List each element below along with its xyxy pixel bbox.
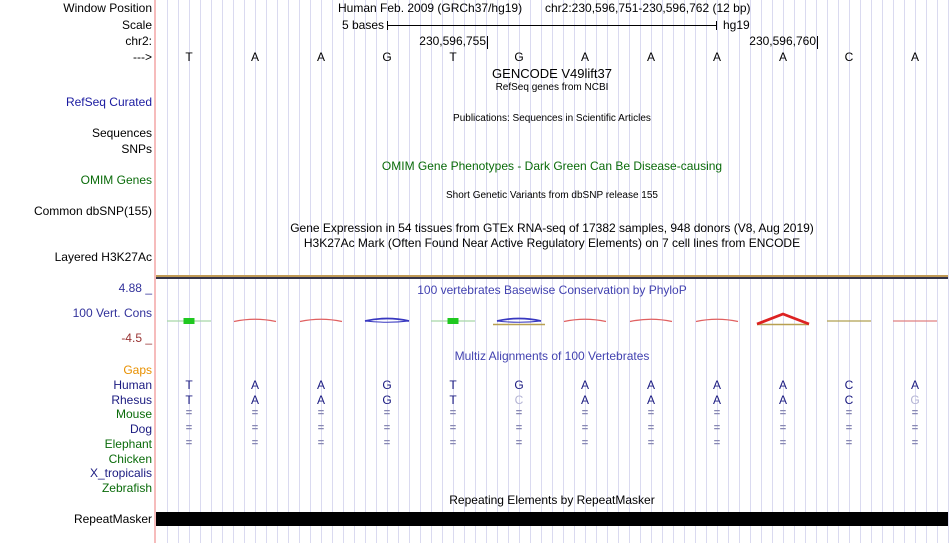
alignment-gap-dog: = <box>647 422 655 434</box>
alignment-base-human: A <box>910 378 919 392</box>
title-h3k27ac[interactable]: H3K27Ac Mark (Often Found Near Active Regulatory Elements) on 7 cell lines from ENCODE <box>303 236 801 250</box>
species-label-elephant[interactable]: Elephant <box>104 437 152 451</box>
title-omim-phenotypes[interactable]: OMIM Gene Phenotypes - Dark Green Can Be Disease-causing <box>381 159 723 173</box>
title-phylop[interactable]: 100 vertebrates Basewise Conservation by PhyloP <box>417 283 687 297</box>
alignment-base-rhesus: T <box>185 393 193 407</box>
gridline <box>948 0 949 543</box>
alignment-base-human: G <box>514 378 524 392</box>
alignment-gap-mouse: = <box>713 407 721 419</box>
phylop-mark-arc <box>630 319 672 321</box>
alignment-gap-dog: = <box>779 422 787 434</box>
alignment-gap-mouse: = <box>581 407 589 419</box>
phylop-mark-arc <box>234 319 276 321</box>
alignment-gap-dog: = <box>185 422 193 434</box>
alignment-gap-mouse: = <box>911 407 919 419</box>
alignment-base-human: A <box>250 378 259 392</box>
track-label-omim-genes[interactable]: OMIM Genes <box>80 173 152 187</box>
alignment-gap-mouse: = <box>647 407 655 419</box>
alignment-gap-elephant: = <box>911 437 919 449</box>
scale-bar-left-tick <box>387 21 388 30</box>
species-label-mouse[interactable]: Mouse <box>115 407 152 421</box>
alignment-gap-mouse: = <box>383 407 391 419</box>
alignment-gap-elephant: = <box>845 437 853 449</box>
phylop-mark-arc <box>564 319 606 321</box>
phylop-scale-max: 4.88 _ <box>118 281 152 295</box>
scale-bar-line <box>387 25 717 26</box>
alignment-gap-dog: = <box>713 422 721 434</box>
phylop-mark-arc <box>696 319 738 321</box>
alignment-base-human: A <box>316 378 325 392</box>
alignment-base-rhesus: A <box>580 393 589 407</box>
chromosome-label: chr2: <box>125 34 152 48</box>
alignment-base-rhesus: C <box>514 393 524 407</box>
sequence-base: A <box>646 50 655 64</box>
ruler-tick-760 <box>817 36 818 49</box>
alignment-base-rhesus: A <box>778 393 787 407</box>
alignment-gap-dog: = <box>383 422 391 434</box>
alignment-gap-mouse: = <box>449 407 457 419</box>
species-label-chicken[interactable]: Chicken <box>108 452 152 466</box>
species-label-zebrafish[interactable]: Zebrafish <box>101 481 152 495</box>
alignment-gap-mouse: = <box>185 407 193 419</box>
phylop-mark-box <box>448 318 459 324</box>
sequence-base: A <box>250 50 259 64</box>
title-gtex[interactable]: Gene Expression in 54 tissues from GTEx RNA-seq of 17382 samples, 948 donors (V8, Aug 2019) <box>290 221 814 235</box>
alignment-base-human: T <box>449 378 457 392</box>
track-label-column <box>0 0 152 543</box>
alignment-gap-elephant: = <box>449 437 457 449</box>
alignment-gap-dog: = <box>911 422 919 434</box>
subtitle-refseq[interactable]: RefSeq genes from NCBI <box>495 82 609 93</box>
ruler-tick-755 <box>487 36 488 49</box>
alignment-base-rhesus: A <box>316 393 325 407</box>
phylop-mark-lens-top <box>497 319 541 322</box>
sequence-base: C <box>844 50 854 64</box>
species-label-rhesus[interactable]: Rhesus <box>111 393 152 407</box>
alignment-gap-elephant: = <box>779 437 787 449</box>
alignment-gap-dog: = <box>845 422 853 434</box>
track-label-sequences[interactable]: Sequences <box>91 126 152 140</box>
alignment-base-rhesus: A <box>712 393 721 407</box>
sequence-base: G <box>514 50 524 64</box>
phylop-scale-min: -4.5 _ <box>121 331 152 345</box>
scale-bar-label: 5 bases <box>341 18 384 32</box>
alignment-gap-elephant: = <box>185 437 193 449</box>
alignment-base-human: A <box>778 378 787 392</box>
alignment-gap-dog: = <box>515 422 523 434</box>
scale-bar-right-tick <box>716 21 717 30</box>
alignment-gap-elephant: = <box>317 437 325 449</box>
alignment-gap-elephant: = <box>581 437 589 449</box>
alignment-base-human: C <box>844 378 854 392</box>
sequence-base: A <box>712 50 721 64</box>
sequence-base: A <box>778 50 787 64</box>
species-label-gaps[interactable]: Gaps <box>123 363 152 377</box>
phylop-mark-box <box>184 318 195 324</box>
alignment-base-rhesus: A <box>250 393 259 407</box>
alignment-gap-mouse: = <box>845 407 853 419</box>
phylop-mark-lens-bottom <box>365 321 409 322</box>
track-label-refseq-curated[interactable]: RefSeq Curated <box>65 95 152 109</box>
phylop-conservation-track[interactable] <box>156 307 948 337</box>
repeatmasker-track-bar[interactable] <box>156 512 948 526</box>
alignment-gap-mouse: = <box>515 407 523 419</box>
window-position-text: chr2:230,596,751-230,596,762 (12 bp) <box>545 1 751 15</box>
alignment-gap-elephant: = <box>515 437 523 449</box>
alignment-gap-elephant: = <box>647 437 655 449</box>
phylop-mark-lens-top <box>365 319 409 322</box>
title-multiz[interactable]: Multiz Alignments of 100 Vertebrates <box>454 349 650 363</box>
sequence-base: A <box>910 50 919 64</box>
alignment-base-human: T <box>185 378 193 392</box>
strand-arrow: ---> <box>133 50 152 64</box>
alignment-base-rhesus: T <box>449 393 457 407</box>
alignment-base-human: A <box>580 378 589 392</box>
track-label-snps[interactable]: SNPs <box>121 142 152 156</box>
ruler-label-760: 230,596,760 <box>749 34 816 48</box>
phylop-mark-lens-bottom <box>497 321 541 322</box>
alignment-base-rhesus: G <box>910 393 920 407</box>
title-repeatmasker[interactable]: Repeating Elements by RepeatMasker <box>449 493 655 507</box>
alignment-base-rhesus: A <box>646 393 655 407</box>
sequence-base: T <box>449 50 457 64</box>
genome-label: hg19 <box>723 18 750 32</box>
alignment-gap-mouse: = <box>317 407 325 419</box>
alignment-base-human: G <box>382 378 392 392</box>
window-position-label: Window Position <box>63 1 152 15</box>
alignment-gap-elephant: = <box>713 437 721 449</box>
track-label-repeatmasker[interactable]: RepeatMasker <box>73 512 152 526</box>
gtex-track-bar[interactable] <box>156 277 948 279</box>
sequence-base: A <box>580 50 589 64</box>
track-label-100-vert-cons[interactable]: 100 Vert. Cons <box>72 306 152 320</box>
alignment-base-human: A <box>646 378 655 392</box>
phylop-mark-peak <box>757 314 809 324</box>
ruler-label-755: 230,596,755 <box>419 34 486 48</box>
sequence-base: A <box>316 50 325 64</box>
title-gencode[interactable]: GENCODE V49lift37 <box>492 66 612 81</box>
subtitle-dbsnp[interactable]: Short Genetic Variants from dbSNP release 155 <box>446 190 658 201</box>
scale-row-label: Scale <box>121 18 152 32</box>
alignment-base-rhesus: G <box>382 393 392 407</box>
sequence-base: G <box>382 50 392 64</box>
alignment-gap-mouse: = <box>251 407 259 419</box>
subtitle-publications[interactable]: Publications: Sequences in Scientific Articles <box>453 113 651 124</box>
track-label-common-dbsnp[interactable]: Common dbSNP(155) <box>33 204 152 218</box>
alignment-base-rhesus: C <box>844 393 854 407</box>
assembly-title: Human Feb. 2009 (GRCh37/hg19) <box>338 1 523 15</box>
alignment-gap-dog: = <box>317 422 325 434</box>
species-label-x_tropicalis[interactable]: X_tropicalis <box>89 466 152 480</box>
alignment-gap-dog: = <box>251 422 259 434</box>
track-label-layered-h3k27ac[interactable]: Layered H3K27Ac <box>54 250 152 264</box>
alignment-gap-mouse: = <box>779 407 787 419</box>
alignment-base-human: A <box>712 378 721 392</box>
alignment-gap-dog: = <box>449 422 457 434</box>
sequence-base: T <box>185 50 193 64</box>
phylop-mark-arc <box>300 319 342 321</box>
alignment-gap-elephant: = <box>251 437 259 449</box>
species-label-dog[interactable]: Dog <box>129 422 152 436</box>
species-label-human[interactable]: Human <box>113 378 152 392</box>
alignment-gap-elephant: = <box>383 437 391 449</box>
alignment-gap-dog: = <box>581 422 589 434</box>
